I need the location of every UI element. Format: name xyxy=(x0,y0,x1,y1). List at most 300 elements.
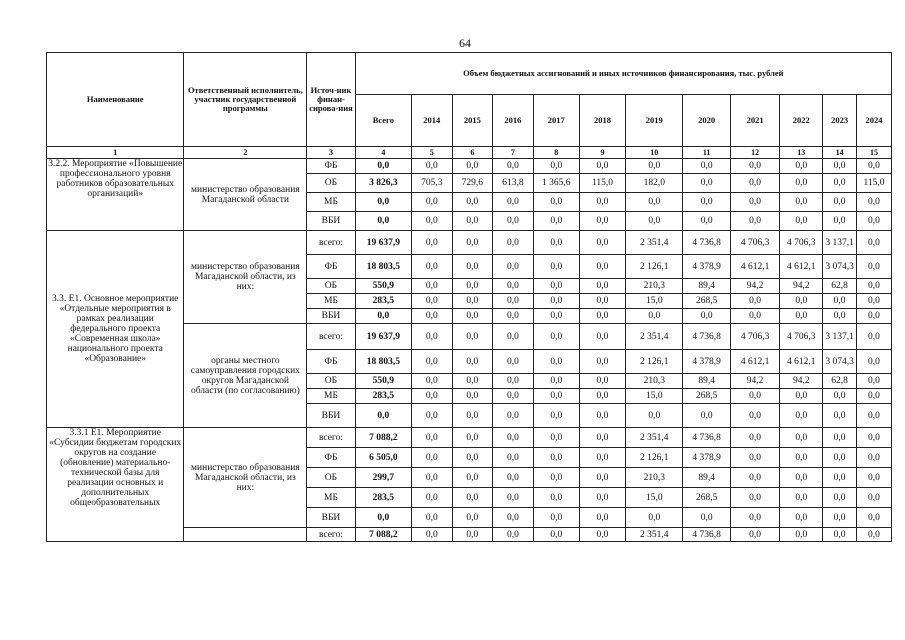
total-value: 299,7 xyxy=(355,468,411,488)
year-value: 0,0 xyxy=(856,389,891,404)
year-value: 268,5 xyxy=(683,389,730,404)
year-value: 3 137,1 xyxy=(823,324,857,350)
year-value: 210,3 xyxy=(626,374,683,389)
year-value: 3 074,3 xyxy=(823,350,857,374)
header-source: Источ-ник финан-сирова-ния xyxy=(307,53,355,147)
year-value: 0,0 xyxy=(493,528,534,542)
header-volume: Объем бюджетных ассигнований и иных источников финансирования, тыс. рублей xyxy=(355,53,891,95)
year-value: 0,0 xyxy=(730,448,780,468)
year-value: 0,0 xyxy=(683,174,730,193)
year-value: 0,0 xyxy=(856,309,891,324)
year-value: 0,0 xyxy=(452,309,493,324)
year-value: 0,0 xyxy=(533,294,579,309)
year-value: 0,0 xyxy=(452,231,493,255)
year-value: 89,4 xyxy=(683,468,730,488)
year-value: 94,2 xyxy=(730,279,780,294)
year-value: 0,0 xyxy=(493,294,534,309)
year-value: 0,0 xyxy=(856,212,891,231)
year-value: 0,0 xyxy=(412,193,453,212)
year-value: 0,0 xyxy=(412,374,453,389)
total-value: 0,0 xyxy=(355,212,411,231)
funding-source: всего: xyxy=(307,324,355,350)
year-value: 4 378,9 xyxy=(683,350,730,374)
year-value: 0,0 xyxy=(856,231,891,255)
year-value: 0,0 xyxy=(579,324,625,350)
header-responsible: Ответственный исполнитель, участник государственной программы xyxy=(184,53,307,147)
funding-source: ФБ xyxy=(307,350,355,374)
column-number: 12 xyxy=(730,147,780,159)
year-value: 0,0 xyxy=(856,508,891,528)
responsible-executor: органы местного самоуправления городских округов Магаданской области (по согласованию) xyxy=(184,324,307,428)
year-value: 0,0 xyxy=(533,193,579,212)
year-value: 4 706,3 xyxy=(730,231,780,255)
year-value: 0,0 xyxy=(452,279,493,294)
year-value: 0,0 xyxy=(493,159,534,174)
year-value: 613,8 xyxy=(493,174,534,193)
year-value: 4 736,8 xyxy=(683,528,730,542)
year-value: 0,0 xyxy=(412,231,453,255)
year-value: 0,0 xyxy=(493,404,534,428)
year-value: 0,0 xyxy=(493,488,534,508)
year-value: 0,0 xyxy=(823,174,857,193)
year-value: 4 612,1 xyxy=(730,255,780,279)
year-value: 0,0 xyxy=(579,508,625,528)
year-value: 0,0 xyxy=(533,212,579,231)
year-value: 0,0 xyxy=(452,350,493,374)
year-value: 15,0 xyxy=(626,294,683,309)
table-row xyxy=(47,231,892,255)
section-name: 3.3. Е1. Основное мероприятие «Отдельные мероприятия в рамках реализации федерального проекта «Современная школа» национального проекта «Образование» xyxy=(47,231,184,428)
year-value: 0,0 xyxy=(730,193,780,212)
year-value: 0,0 xyxy=(493,468,534,488)
column-number: 5 xyxy=(412,147,453,159)
year-value: 0,0 xyxy=(412,255,453,279)
year-value: 0,0 xyxy=(856,528,891,542)
year-value: 115,0 xyxy=(856,174,891,193)
year-value: 0,0 xyxy=(780,468,823,488)
year-value: 0,0 xyxy=(823,528,857,542)
column-number: 7 xyxy=(493,147,534,159)
page-number: 64 xyxy=(459,36,471,50)
year-value: 4 706,3 xyxy=(730,324,780,350)
year-value: 0,0 xyxy=(533,159,579,174)
year-value: 2 126,1 xyxy=(626,448,683,468)
year-value: 0,0 xyxy=(823,193,857,212)
year-value: 0,0 xyxy=(780,448,823,468)
year-value: 0,0 xyxy=(730,508,780,528)
year-value: 0,0 xyxy=(493,389,534,404)
year-value: 0,0 xyxy=(626,508,683,528)
year-value: 0,0 xyxy=(780,528,823,542)
section-name: 3.2.2. Мероприятие «Повышение профессионального уровня работников образовательных организаций» xyxy=(47,159,184,231)
year-value: 0,0 xyxy=(412,212,453,231)
year-value: 0,0 xyxy=(412,309,453,324)
year-value: 0,0 xyxy=(780,488,823,508)
table-row xyxy=(47,428,892,448)
funding-source: ОБ xyxy=(307,468,355,488)
year-value: 0,0 xyxy=(856,294,891,309)
year-value: 729,6 xyxy=(452,174,493,193)
column-numbers-row xyxy=(47,147,892,159)
year-value: 0,0 xyxy=(412,528,453,542)
year-value: 0,0 xyxy=(730,488,780,508)
year-value: 0,0 xyxy=(412,468,453,488)
year-value: 1 365,6 xyxy=(533,174,579,193)
responsible-executor: министерство образования Магаданской области, из них: xyxy=(184,231,307,324)
year-value: 0,0 xyxy=(493,428,534,448)
total-value: 6 505,0 xyxy=(355,448,411,468)
year-value: 4 706,3 xyxy=(780,324,823,350)
year-value: 0,0 xyxy=(683,212,730,231)
year-value: 0,0 xyxy=(823,294,857,309)
year-value: 0,0 xyxy=(533,448,579,468)
year-value: 0,0 xyxy=(823,488,857,508)
year-value: 0,0 xyxy=(533,279,579,294)
column-number: 3 xyxy=(307,147,355,159)
year-value: 0,0 xyxy=(493,255,534,279)
total-value: 7 088,2 xyxy=(355,428,411,448)
year-value: 0,0 xyxy=(856,404,891,428)
funding-source: ВБИ xyxy=(307,404,355,428)
year-value: 0,0 xyxy=(823,428,857,448)
year-value: 3 074,3 xyxy=(823,255,857,279)
budget-table xyxy=(46,52,892,542)
year-value: 0,0 xyxy=(579,193,625,212)
header-year: 2016 xyxy=(493,95,534,147)
year-value: 0,0 xyxy=(452,488,493,508)
responsible-executor: министерство образования Магаданской области xyxy=(184,159,307,231)
year-value: 0,0 xyxy=(533,374,579,389)
total-value: 0,0 xyxy=(355,404,411,428)
total-value: 0,0 xyxy=(355,159,411,174)
year-value: 210,3 xyxy=(626,468,683,488)
year-value: 0,0 xyxy=(730,294,780,309)
year-value: 89,4 xyxy=(683,279,730,294)
total-value: 18 803,5 xyxy=(355,350,411,374)
funding-source: всего: xyxy=(307,428,355,448)
total-value: 0,0 xyxy=(355,508,411,528)
column-number: 10 xyxy=(626,147,683,159)
funding-source: ФБ xyxy=(307,255,355,279)
header-year: 2018 xyxy=(579,95,625,147)
year-value: 89,4 xyxy=(683,374,730,389)
column-number: 15 xyxy=(856,147,891,159)
year-value: 0,0 xyxy=(856,350,891,374)
header-year: 2015 xyxy=(452,95,493,147)
year-value: 0,0 xyxy=(533,508,579,528)
year-value: 0,0 xyxy=(452,193,493,212)
funding-source: ВБИ xyxy=(307,309,355,324)
column-number: 9 xyxy=(579,147,625,159)
funding-source: ОБ xyxy=(307,174,355,193)
year-value: 0,0 xyxy=(730,404,780,428)
total-value: 0,0 xyxy=(355,309,411,324)
year-value: 0,0 xyxy=(412,508,453,528)
year-value: 0,0 xyxy=(452,389,493,404)
section-name: 3.3.1 Е1. Мероприятие «Субсидии бюджетам городских округов на создание (обновление) материально-технической базы для реализации основных и дополнительных общеобразовательных xyxy=(47,428,184,542)
total-value: 18 803,5 xyxy=(355,255,411,279)
year-value: 0,0 xyxy=(412,159,453,174)
column-number: 1 xyxy=(47,147,184,159)
year-value: 4 378,9 xyxy=(683,448,730,468)
year-value: 0,0 xyxy=(730,528,780,542)
year-value: 0,0 xyxy=(823,212,857,231)
year-value: 0,0 xyxy=(579,448,625,468)
year-value: 0,0 xyxy=(533,488,579,508)
year-value: 0,0 xyxy=(579,350,625,374)
year-value: 0,0 xyxy=(579,159,625,174)
year-value: 0,0 xyxy=(856,428,891,448)
year-value: 0,0 xyxy=(626,309,683,324)
funding-source: ВБИ xyxy=(307,212,355,231)
year-value: 0,0 xyxy=(823,448,857,468)
year-value: 0,0 xyxy=(533,428,579,448)
year-value: 4 612,1 xyxy=(730,350,780,374)
year-value: 0,0 xyxy=(780,389,823,404)
year-value: 0,0 xyxy=(856,279,891,294)
funding-source: всего: xyxy=(307,528,355,542)
header-year: 2017 xyxy=(533,95,579,147)
year-value: 0,0 xyxy=(683,309,730,324)
year-value: 0,0 xyxy=(493,231,534,255)
year-value: 4 378,9 xyxy=(683,255,730,279)
year-value: 15,0 xyxy=(626,389,683,404)
header-year: 2014 xyxy=(412,95,453,147)
funding-source: ВБИ xyxy=(307,508,355,528)
column-number: 2 xyxy=(184,147,307,159)
year-value: 0,0 xyxy=(823,159,857,174)
column-number: 4 xyxy=(355,147,411,159)
year-value: 4 736,8 xyxy=(683,428,730,448)
year-value: 4 706,3 xyxy=(780,231,823,255)
year-value: 0,0 xyxy=(730,212,780,231)
year-value: 0,0 xyxy=(452,255,493,279)
column-number: 6 xyxy=(452,147,493,159)
year-value: 0,0 xyxy=(626,404,683,428)
year-value: 0,0 xyxy=(493,324,534,350)
year-value: 0,0 xyxy=(579,468,625,488)
year-value: 0,0 xyxy=(730,389,780,404)
year-value: 0,0 xyxy=(823,309,857,324)
responsible-executor: министерство образования Магаданской области, из них: xyxy=(184,428,307,528)
year-value: 0,0 xyxy=(856,374,891,389)
year-value: 0,0 xyxy=(493,212,534,231)
year-value: 0,0 xyxy=(730,309,780,324)
year-value: 0,0 xyxy=(683,404,730,428)
year-value: 0,0 xyxy=(780,428,823,448)
year-value: 0,0 xyxy=(579,294,625,309)
year-value: 0,0 xyxy=(493,193,534,212)
year-value: 0,0 xyxy=(452,404,493,428)
funding-source: всего: xyxy=(307,231,355,255)
year-value: 0,0 xyxy=(780,508,823,528)
year-value: 0,0 xyxy=(579,404,625,428)
total-value: 283,5 xyxy=(355,488,411,508)
year-value: 0,0 xyxy=(533,309,579,324)
total-value: 19 637,9 xyxy=(355,324,411,350)
year-value: 62,8 xyxy=(823,279,857,294)
year-value: 0,0 xyxy=(626,193,683,212)
year-value: 0,0 xyxy=(823,508,857,528)
year-value: 0,0 xyxy=(579,488,625,508)
header-total: Всего xyxy=(355,95,411,147)
year-value: 0,0 xyxy=(780,294,823,309)
year-value: 0,0 xyxy=(533,255,579,279)
year-value: 182,0 xyxy=(626,174,683,193)
year-value: 2 126,1 xyxy=(626,255,683,279)
year-value: 0,0 xyxy=(780,309,823,324)
year-value: 0,0 xyxy=(579,528,625,542)
year-value: 0,0 xyxy=(823,468,857,488)
responsible-executor xyxy=(184,528,307,542)
year-value: 0,0 xyxy=(452,374,493,389)
year-value: 0,0 xyxy=(856,193,891,212)
year-value: 0,0 xyxy=(412,404,453,428)
year-value: 62,8 xyxy=(823,374,857,389)
year-value: 0,0 xyxy=(579,389,625,404)
year-value: 0,0 xyxy=(780,174,823,193)
header-year: 2022 xyxy=(780,95,823,147)
year-value: 0,0 xyxy=(533,404,579,428)
year-value: 0,0 xyxy=(533,324,579,350)
total-value: 283,5 xyxy=(355,294,411,309)
year-value: 4 736,8 xyxy=(683,231,730,255)
year-value: 0,0 xyxy=(452,448,493,468)
column-number: 11 xyxy=(683,147,730,159)
year-value: 0,0 xyxy=(493,309,534,324)
year-value: 94,2 xyxy=(780,374,823,389)
year-value: 0,0 xyxy=(493,374,534,389)
year-value: 0,0 xyxy=(412,294,453,309)
total-value: 7 088,2 xyxy=(355,528,411,542)
year-value: 0,0 xyxy=(493,350,534,374)
year-value: 0,0 xyxy=(412,448,453,468)
year-value: 115,0 xyxy=(579,174,625,193)
year-value: 0,0 xyxy=(579,255,625,279)
year-value: 0,0 xyxy=(412,428,453,448)
year-value: 0,0 xyxy=(493,508,534,528)
year-value: 0,0 xyxy=(780,404,823,428)
year-value: 2 351,4 xyxy=(626,324,683,350)
year-value: 0,0 xyxy=(823,389,857,404)
header-year: 2019 xyxy=(626,95,683,147)
year-value: 15,0 xyxy=(626,488,683,508)
year-value: 0,0 xyxy=(730,468,780,488)
year-value: 0,0 xyxy=(412,324,453,350)
year-value: 0,0 xyxy=(730,428,780,448)
year-value: 0,0 xyxy=(412,350,453,374)
year-value: 0,0 xyxy=(683,193,730,212)
funding-source: ФБ xyxy=(307,448,355,468)
year-value: 2 351,4 xyxy=(626,231,683,255)
year-value: 705,3 xyxy=(412,174,453,193)
year-value: 0,0 xyxy=(626,159,683,174)
year-value: 0,0 xyxy=(683,159,730,174)
total-value: 3 826,3 xyxy=(355,174,411,193)
year-value: 0,0 xyxy=(579,309,625,324)
year-value: 0,0 xyxy=(823,404,857,428)
year-value: 0,0 xyxy=(533,468,579,488)
year-value: 210,3 xyxy=(626,279,683,294)
year-value: 0,0 xyxy=(856,488,891,508)
year-value: 0,0 xyxy=(452,428,493,448)
year-value: 0,0 xyxy=(730,174,780,193)
year-value: 0,0 xyxy=(856,448,891,468)
column-number: 8 xyxy=(533,147,579,159)
total-value: 0,0 xyxy=(355,193,411,212)
year-value: 0,0 xyxy=(452,324,493,350)
year-value: 0,0 xyxy=(493,279,534,294)
year-value: 2 126,1 xyxy=(626,350,683,374)
year-value: 0,0 xyxy=(452,212,493,231)
header-year: 2021 xyxy=(730,95,780,147)
year-value: 0,0 xyxy=(780,159,823,174)
year-value: 0,0 xyxy=(452,528,493,542)
funding-source: МБ xyxy=(307,294,355,309)
header-name: Наименование xyxy=(47,53,184,147)
column-number: 14 xyxy=(823,147,857,159)
column-number: 13 xyxy=(780,147,823,159)
year-value: 0,0 xyxy=(452,508,493,528)
header-year: 2024 xyxy=(856,95,891,147)
year-value: 0,0 xyxy=(533,389,579,404)
year-value: 0,0 xyxy=(412,488,453,508)
year-value: 268,5 xyxy=(683,294,730,309)
funding-source: МБ xyxy=(307,389,355,404)
year-value: 4 612,1 xyxy=(780,350,823,374)
header-year: 2020 xyxy=(683,95,730,147)
year-value: 94,2 xyxy=(730,374,780,389)
year-value: 4 612,1 xyxy=(780,255,823,279)
year-value: 0,0 xyxy=(579,279,625,294)
year-value: 0,0 xyxy=(730,159,780,174)
year-value: 0,0 xyxy=(579,212,625,231)
total-value: 550,9 xyxy=(355,374,411,389)
year-value: 94,2 xyxy=(780,279,823,294)
funding-source: ОБ xyxy=(307,374,355,389)
total-value: 19 637,9 xyxy=(355,231,411,255)
year-value: 0,0 xyxy=(856,324,891,350)
year-value: 0,0 xyxy=(493,448,534,468)
year-value: 4 736,8 xyxy=(683,324,730,350)
year-value: 0,0 xyxy=(533,231,579,255)
year-value: 0,0 xyxy=(452,159,493,174)
year-value: 0,0 xyxy=(856,159,891,174)
funding-source: ФБ xyxy=(307,159,355,174)
funding-source: ОБ xyxy=(307,279,355,294)
year-value: 0,0 xyxy=(579,231,625,255)
table-row xyxy=(47,159,892,174)
year-value: 2 351,4 xyxy=(626,528,683,542)
year-value: 0,0 xyxy=(533,350,579,374)
year-value: 0,0 xyxy=(856,255,891,279)
year-value: 0,0 xyxy=(579,428,625,448)
year-value: 268,5 xyxy=(683,488,730,508)
total-value: 283,5 xyxy=(355,389,411,404)
year-value: 0,0 xyxy=(452,294,493,309)
year-value: 3 137,1 xyxy=(823,231,857,255)
year-value: 2 351,4 xyxy=(626,428,683,448)
year-value: 0,0 xyxy=(683,508,730,528)
year-value: 0,0 xyxy=(780,193,823,212)
year-value: 0,0 xyxy=(533,528,579,542)
funding-source: МБ xyxy=(307,488,355,508)
total-value: 550,9 xyxy=(355,279,411,294)
year-value: 0,0 xyxy=(780,212,823,231)
header-year: 2023 xyxy=(823,95,857,147)
funding-source: МБ xyxy=(307,193,355,212)
year-value: 0,0 xyxy=(856,468,891,488)
